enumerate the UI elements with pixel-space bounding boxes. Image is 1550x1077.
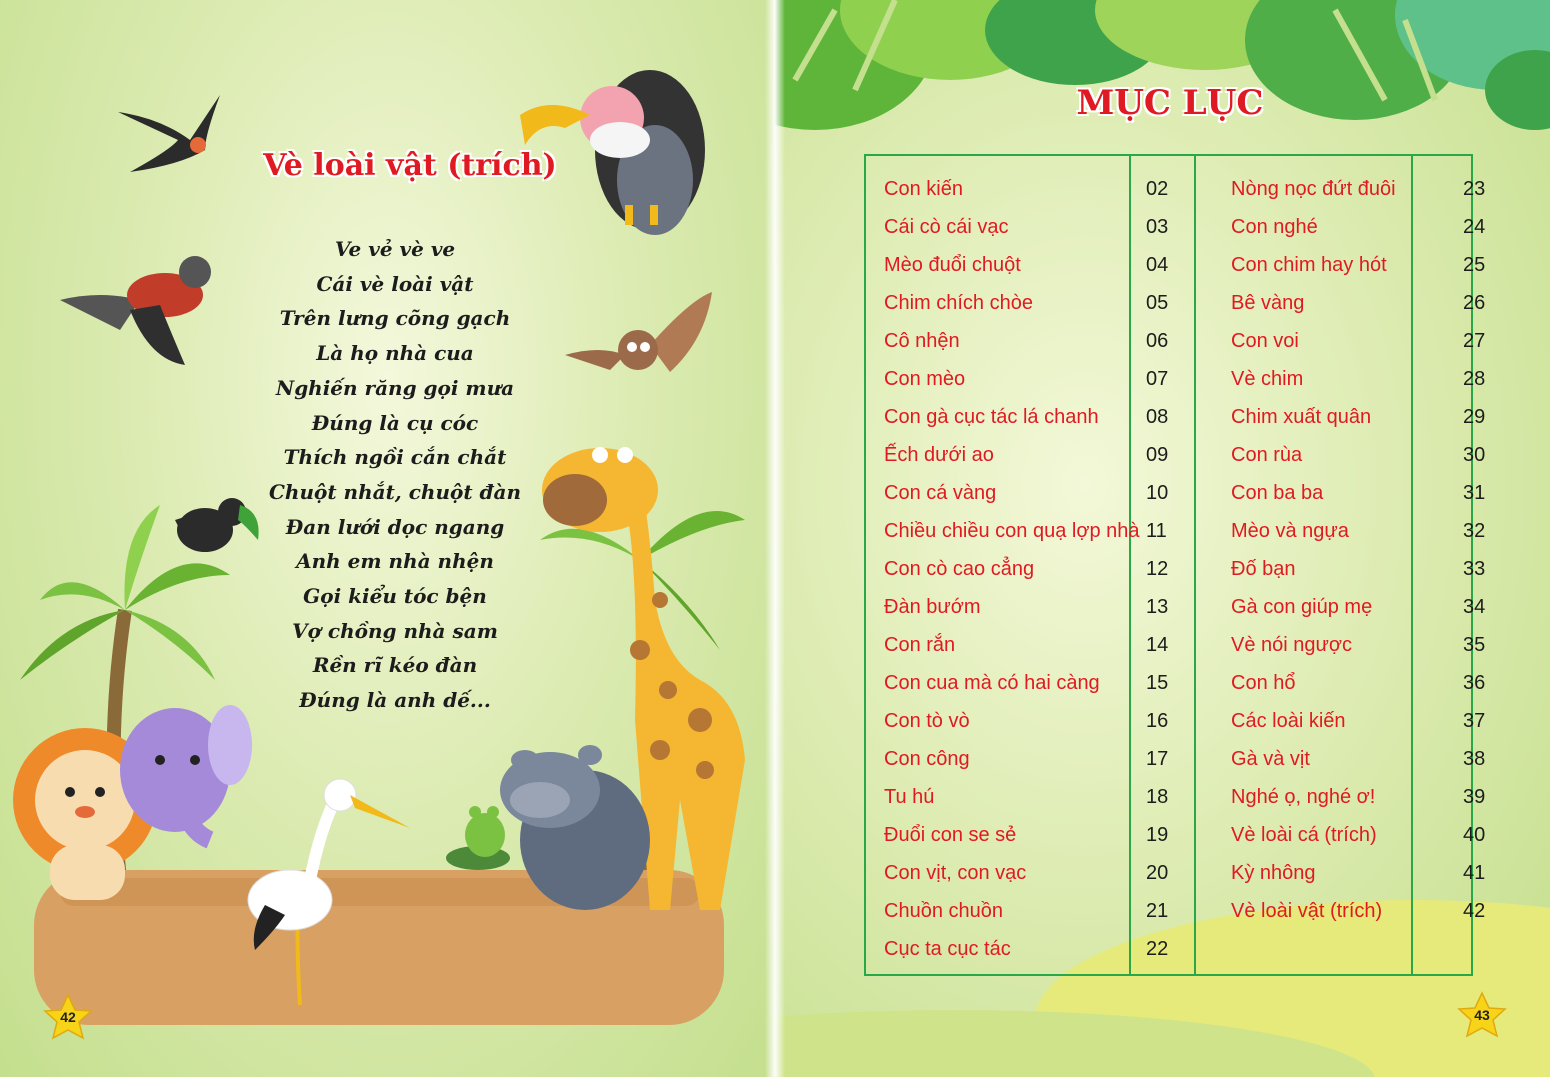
toc-entry-page: 17 xyxy=(1146,748,1169,770)
page-number-left xyxy=(46,994,90,1038)
poem xyxy=(230,232,560,718)
toc-entry-title: Con cò cao cẳng xyxy=(884,558,1035,580)
toc-entry-title: Chim chích chòe xyxy=(884,292,1033,314)
toc-entry-page: 27 xyxy=(1463,330,1486,352)
toc-entry-page: 05 xyxy=(1146,292,1169,314)
toc-entry-title: Vè nói ngược xyxy=(1231,634,1353,656)
toc-entry-page: 14 xyxy=(1146,634,1169,656)
toc-entry-page: 24 xyxy=(1463,216,1486,238)
toc-table xyxy=(864,154,1486,976)
toc-entry-page: 02 xyxy=(1146,178,1169,200)
poem-line: Nghiến răng gọi mưa xyxy=(275,375,515,400)
toc-entry-page: 22 xyxy=(1146,938,1169,960)
toc-entry-title: Con kiến xyxy=(884,178,963,200)
toc-entry-title: Con gà cục tác lá chanh xyxy=(884,406,1099,428)
toc-entry-page: 10 xyxy=(1146,482,1169,504)
toc-entry-page: 04 xyxy=(1146,254,1169,276)
toc-entry-page: 23 xyxy=(1463,178,1486,200)
toc-entry-title: Con tò vò xyxy=(884,710,970,732)
toc-entry-title: Con mèo xyxy=(884,368,966,390)
toc-entry-title: Cái cò cái vạc xyxy=(884,216,1009,238)
toc-entry-page: 15 xyxy=(1146,672,1169,694)
toc-entry-page: 41 xyxy=(1463,862,1486,884)
toc-entry-page: 11 xyxy=(1146,520,1167,542)
toc-entry-page: 39 xyxy=(1463,786,1486,808)
toc-entry-page: 26 xyxy=(1463,292,1486,314)
toc-entry-title: Con rắn xyxy=(884,634,956,656)
page-number-text: 42 xyxy=(60,1009,76,1025)
page-number-right xyxy=(1460,992,1504,1036)
right-page xyxy=(775,0,1550,1077)
poem-title: Vè loài vật (trích) xyxy=(263,148,557,183)
toc-entry-title: Các loài kiến xyxy=(1231,710,1346,732)
toc-title: MỤC LỤC xyxy=(1076,83,1264,123)
swallow-icon xyxy=(118,95,220,172)
toc-entry-title: Chuồn chuồn xyxy=(884,900,1003,922)
poem-line: Đúng là anh dế... xyxy=(299,688,491,713)
toc-entry-page: 20 xyxy=(1146,862,1169,884)
toc-entry-title: Đuổi con se sẻ xyxy=(884,824,1017,846)
toc-entry-page: 16 xyxy=(1146,710,1169,732)
toc-entry-page: 40 xyxy=(1463,824,1486,846)
toc-entry-page: 18 xyxy=(1146,786,1169,808)
toc-entry-title: Đàn bướm xyxy=(884,596,981,618)
toc-entry-page: 19 xyxy=(1146,824,1169,846)
toc-entry-title: Chim xuất quân xyxy=(1231,406,1372,428)
toc-entry-title: Con chim hay hót xyxy=(1231,254,1387,276)
toc-entry-title: Cục ta cục tác xyxy=(884,938,1011,960)
poem-line: Là họ nhà cua xyxy=(316,341,474,366)
toc-entry-page: 35 xyxy=(1463,634,1486,656)
toc-entry-page: 28 xyxy=(1463,368,1486,390)
toc-entry-title: Bê vàng xyxy=(1231,292,1305,314)
toc-entry-title: Vè loài cá (trích) xyxy=(1231,824,1377,846)
toc-entry-page: 12 xyxy=(1146,558,1169,580)
toc-entry-page: 32 xyxy=(1463,520,1486,542)
toc-entry-title: Con cá vàng xyxy=(884,482,997,504)
toc-entry-page: 29 xyxy=(1463,406,1486,428)
frog-icon xyxy=(446,806,510,870)
toc-entry-title: Nghé ọ, nghé ơ! xyxy=(1231,786,1376,808)
toc-entry-title: Đố bạn xyxy=(1231,558,1296,580)
toc-entry-page: 08 xyxy=(1146,406,1169,428)
poem-line: Thích ngồi cắn chắt xyxy=(283,445,507,470)
toc-entry-title: Cô nhện xyxy=(884,330,960,352)
toc-entry-title: Con cua mà có hai càng xyxy=(884,672,1100,694)
toc-entry-page: 21 xyxy=(1146,900,1169,922)
toc-entry-page: 06 xyxy=(1146,330,1169,352)
toc-entry-page: 25 xyxy=(1463,254,1486,276)
toc-entry-title: Chiều chiều con quạ lợp nhà xyxy=(884,520,1140,542)
toc-entry-title: Kỳ nhông xyxy=(1231,862,1316,884)
toc-entry-page: 34 xyxy=(1463,596,1486,618)
poem-line: Chuột nhắt, chuột đàn xyxy=(268,479,522,504)
poem-line: Đan lưới dọc ngang xyxy=(285,514,505,539)
toc-entry-page: 31 xyxy=(1463,482,1486,504)
poem-line: Cái vè loài vật xyxy=(316,271,474,296)
poem-line: Trên lưng cõng gạch xyxy=(279,306,511,331)
toc-entry-title: Gà con giúp mẹ xyxy=(1231,596,1373,618)
toc-entry-title: Nòng nọc đứt đuôi xyxy=(1231,178,1396,200)
toc-entry-page: 42 xyxy=(1463,900,1486,922)
toc-entry-page: 09 xyxy=(1146,444,1169,466)
book-gutter xyxy=(765,0,785,1077)
poem-line: Vợ chồng nhà sam xyxy=(292,618,498,643)
toc-entry-page: 30 xyxy=(1463,444,1486,466)
toc-entry-title: Con công xyxy=(884,748,970,770)
toc-entry-title: Con vịt, con vạc xyxy=(884,862,1027,884)
toc-entry-title: Tu hú xyxy=(884,786,935,808)
toc-entry-title: Con nghé xyxy=(1231,216,1318,238)
robin-icon xyxy=(60,256,211,365)
poem-line: Gọi kiểu tóc bện xyxy=(303,584,487,609)
toc-entry-page: 36 xyxy=(1463,672,1486,694)
toc-entry-title: Mèo và ngựa xyxy=(1231,520,1349,542)
toc-entry-page: 13 xyxy=(1146,596,1169,618)
poem-line: Ve vẻ vè ve xyxy=(334,237,456,261)
owl-icon xyxy=(565,292,712,372)
toc-entry-page: 03 xyxy=(1146,216,1169,238)
poem-line: Đúng là cụ cóc xyxy=(311,410,479,435)
toc-entry-page: 37 xyxy=(1463,710,1486,732)
toc-entry-page: 38 xyxy=(1463,748,1486,770)
toc-entry-title: Vè chim xyxy=(1231,368,1304,390)
toc-entry-title: Mèo đuổi chuột xyxy=(884,254,1021,276)
toc-entry-page: 33 xyxy=(1463,558,1486,580)
poem-line: Rền rĩ kéo đàn xyxy=(312,653,478,678)
poem-line: Anh em nhà nhện xyxy=(296,549,494,574)
page-number-text: 43 xyxy=(1474,1007,1490,1023)
toc-entry-title: Gà và vịt xyxy=(1231,748,1310,770)
toc-entry-page: 07 xyxy=(1146,368,1169,390)
toc-entry-title: Ếch dưới ao xyxy=(884,444,994,466)
toc-entry-title: Con rùa xyxy=(1231,444,1303,466)
toc-entry-title: Con ba ba xyxy=(1231,482,1324,504)
toc-entry-title: Vè loài vật (trích) xyxy=(1231,900,1383,922)
toc-entry-title: Con hổ xyxy=(1231,672,1296,694)
toc-entry-title: Con voi xyxy=(1231,330,1299,352)
